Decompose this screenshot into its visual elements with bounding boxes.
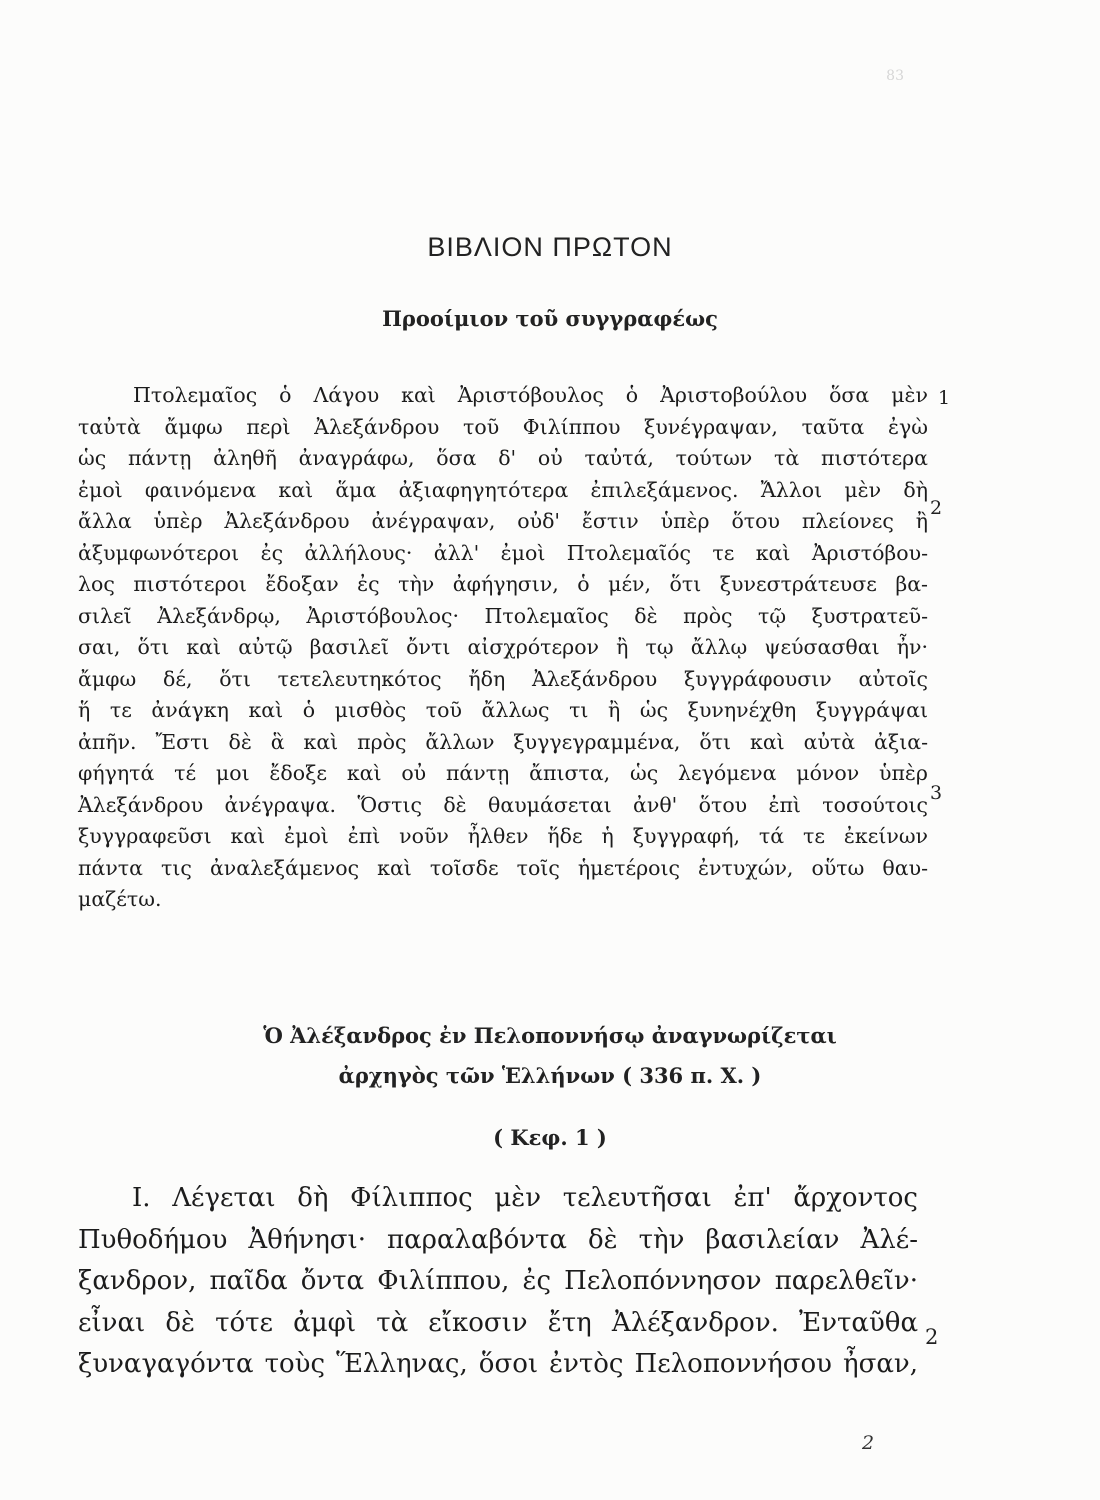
preface-line: φήγητά τέ μοι ἔδοξε καὶ οὐ πάντῃ ἄπιστα, ὡς λεγόμενα μόνον ὑπὲρ [78, 761, 928, 785]
preface-line: πάντα τις ἀναλεξάμενος καὶ τοῖσδε τοῖς ἡμετέροις ἐντυχών, οὕτω θαυ- [78, 855, 928, 880]
margin-section-number: 2 [930, 497, 943, 519]
margin-section-number: 3 [930, 782, 943, 804]
ghost-page-number: 83 [886, 68, 904, 84]
preface-line: ἄλλα ὑπὲρ Ἀλεξάνδρου ἀνέγραψαν, οὐδ' ἔστιν ὑπὲρ ὅτου πλείονες ἢ [78, 509, 928, 533]
preface-line: σιλεῖ Ἀλεξάνδρῳ, Ἀριστόβουλος· Πτολεμαῖος δὲ πρὸς τῷ ξυστρατεῦ- [78, 603, 928, 628]
preface-line: Πτολεμαῖος ὁ Λάγου καὶ Ἀριστόβουλος ὁ Ἀριστοβούλου ὅσα μὲν [133, 383, 928, 407]
chapter-line: εἶναι δὲ τότε ἀμφὶ τὰ εἴκοσιν ἔτη Ἀλέξανδρον. Ἐνταῦθα [78, 1307, 918, 1338]
book-title: ΒΙΒΛΙΟΝ ΠΡΩΤΟΝ [427, 232, 673, 262]
chapter-line: ξανδρον, παῖδα ὄντα Φιλίππου, ἐς Πελοπόννησον παρελθεῖν· [78, 1266, 918, 1296]
preface-line: ὡς πάντῃ ἀληθῆ ἀναγράφω, ὅσα δ' οὐ ταὐτά, τούτων τὰ πιστότερα [78, 446, 928, 470]
chapter-heading: Ὁ Ἀλέξανδρος ἐν Πελοποννήσῳ ἀναγνωρίζεται [263, 1023, 837, 1048]
preface-line: λος πιστότεροι ἔδοξαν ἐς τὴν ἀφήγησιν, ὁ μέν, ὅτι ξυνεστράτευσε βα- [78, 572, 928, 596]
chapter-heading-subline: ἀρχηγὸς τῶν Ἑλλήνων ( 336 π. Χ. ) [338, 1063, 762, 1088]
preface-line: σαι, ὅτι καὶ αὐτῷ βασιλεῖ ὄντι αἰσχρότερον ἢ τῳ ἄλλῳ ψεύσασθαι ἦν· [78, 635, 928, 659]
signature-mark: 2 [862, 1432, 875, 1454]
preface-line: ξυγγραφεῦσι καὶ ἐμοὶ ἐπὶ νοῦν ἦλθεν ἥδε ἡ ξυγγραφή, τά τε ἐκείνων [78, 824, 928, 848]
margin-section-number: 2 [925, 1325, 939, 1349]
chapter-line: I. Λέγεται δὴ Φίλιππος μὲν τελευτῆσαι ἐπ' ἄρχοντος [132, 1183, 918, 1213]
preface-line: ταὐτὰ ἄμφω περὶ Ἀλεξάνδρου τοῦ Φιλίππου ξυνέγραψαν, ταῦτα ἐγὼ [78, 414, 928, 439]
preface-line: ἐμοὶ φαινόμενα καὶ ἅμα ἀξιαφηγητότερα ἐπιλεξάμενος. Ἄλλοι μὲν δὴ [78, 477, 928, 502]
preface-line: μαζέτω. [78, 887, 162, 911]
preface-line: ἀξυμφωνότεροι ἐς ἀλλήλους· ἀλλ' ἐμοὶ Πτολεμαῖός τε καὶ Ἀριστόβου- [78, 540, 928, 565]
preface-line: Ἀλεξάνδρου ἀνέγραψα. Ὅστις δὲ θαυμάσεται ἀνθ' ὅτου ἐπὶ τοσούτοις [78, 792, 928, 817]
chapter-line: ξυναγαγόντα τοὺς Ἕλληνας, ὅσοι ἐντὸς Πελοποννήσου ἦσαν, [78, 1349, 918, 1379]
preface-line: ἄμφω δέ, ὅτι τετελευτηκότος ἤδη Ἀλεξάνδρου ξυγγράφουσιν αὐτοῖς [78, 666, 928, 691]
preface-line: ἥ τε ἀνάγκη καὶ ὁ μισθὸς τοῦ ἄλλως τι ἢ ὡς ξυνηνέχθη ξυγγράψαι [78, 698, 928, 722]
preface-line: ἀπῆν. Ἔστι δὲ ἃ καὶ πρὸς ἄλλων ξυγγεγραμμένα, ὅτι καὶ αὐτὰ ἀξια- [78, 729, 928, 754]
chapter-body [78, 1178, 918, 1386]
chapter-reference: ( Κεφ. 1 ) [493, 1125, 607, 1150]
preface-body [78, 380, 928, 916]
chapter-line: Πυθοδήμου Ἀθήνησι· παραλαβόντα δὲ τὴν βασιλείαν Ἀλέ- [78, 1224, 918, 1255]
preface-title: Προοίμιον τοῦ συγγραφέως [382, 306, 718, 331]
margin-section-number: 1 [938, 387, 951, 409]
